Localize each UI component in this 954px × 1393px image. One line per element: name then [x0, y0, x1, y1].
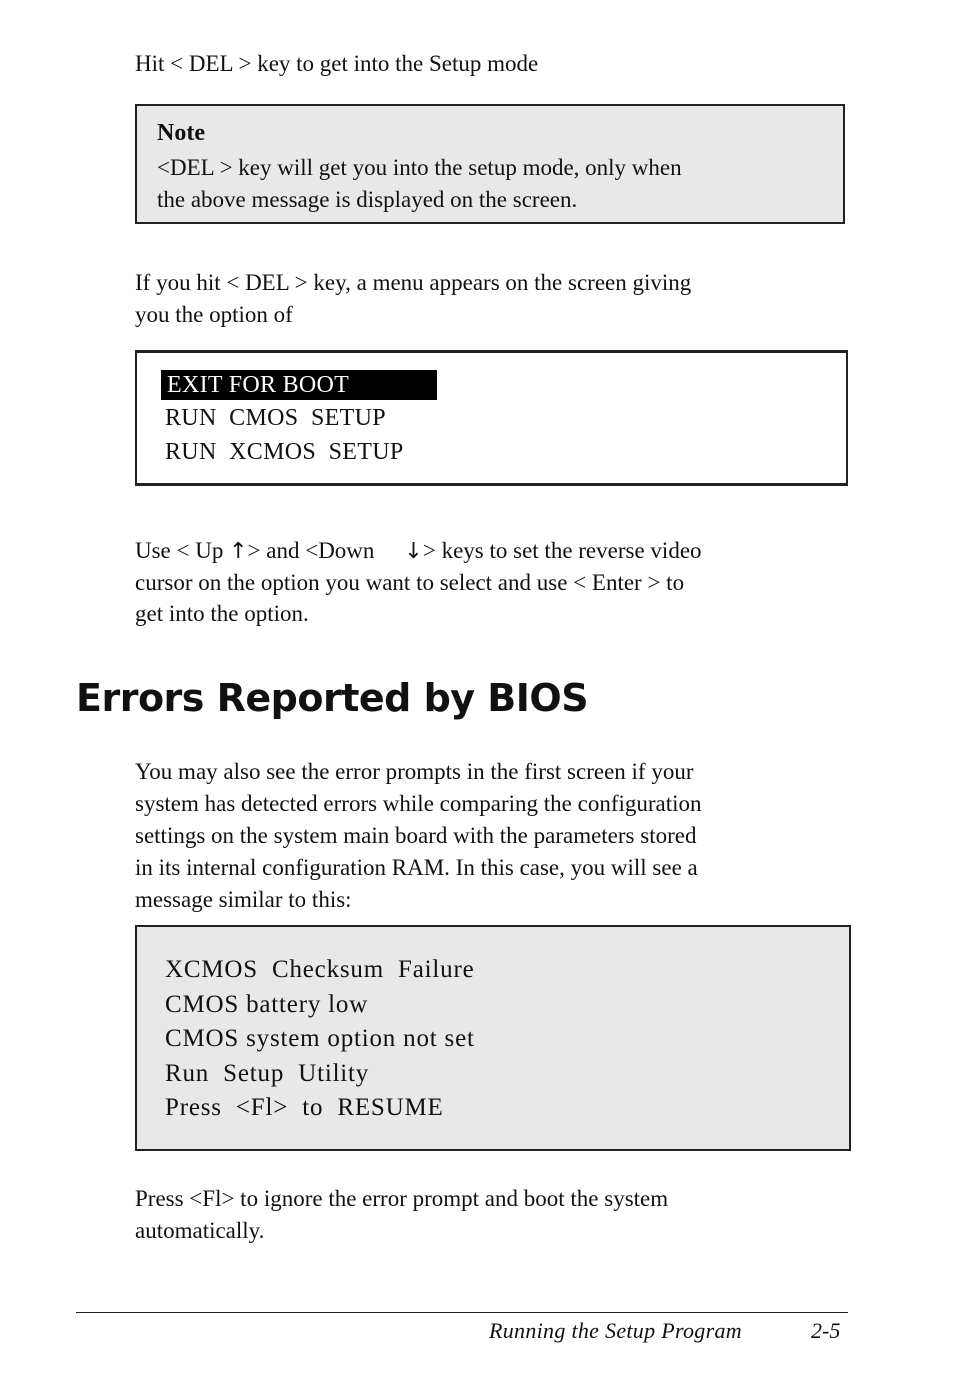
- error-line: Press <Fl> to RESUME: [165, 1094, 444, 1121]
- error-line: Run Setup Utility: [165, 1060, 370, 1087]
- note-line: <DEL > key will get you into the setup mode, only when: [157, 155, 682, 180]
- footer-rule: [76, 1312, 848, 1313]
- page-number: 2-5: [811, 1318, 841, 1343]
- menu-intro-text: [135, 267, 819, 331]
- setup-menu: [135, 350, 848, 486]
- footer-section-title: Running the Setup Program: [489, 1318, 742, 1343]
- error-line: CMOS battery low: [165, 991, 369, 1018]
- paragraph-line: settings on the system main board with the parameters stored: [135, 823, 697, 848]
- error-line: CMOS system option not set: [165, 1025, 475, 1052]
- note-text: [157, 152, 817, 216]
- paragraph-line: Press <Fl> to ignore the error prompt and boot the system: [135, 1186, 669, 1211]
- error-message-box: [135, 925, 851, 1151]
- section-heading: Errors Reported by BIOS: [76, 676, 589, 720]
- paragraph-line: get into the option.: [135, 601, 309, 626]
- nav-line-1: [135, 535, 819, 567]
- up-arrow-icon: ↑: [229, 539, 248, 564]
- errors-intro-text: [135, 756, 819, 916]
- error-line: XCMOS Checksum Failure: [165, 956, 475, 983]
- nav-text-part: > keys to set the reverse video: [422, 538, 702, 563]
- menu-item-run-cmos-setup[interactable]: RUN CMOS SETUP: [165, 405, 386, 431]
- note-title: Note: [157, 120, 205, 146]
- menu-item-run-xcmos-setup[interactable]: RUN XCMOS SETUP: [165, 439, 404, 465]
- paragraph-line: in its internal configuration RAM. In this case, you will see a: [135, 855, 698, 880]
- menu-item-exit-for-boot[interactable]: EXIT FOR BOOT: [161, 370, 437, 400]
- paragraph-line: If you hit < DEL > key, a menu appears on the screen giving: [135, 270, 692, 295]
- down-arrow-icon: ↓: [404, 539, 423, 564]
- note-box: [135, 104, 845, 224]
- paragraph-line: automatically.: [135, 1218, 265, 1243]
- nav-text-part: > and <Down: [247, 538, 375, 563]
- paragraph-line: message similar to this:: [135, 887, 352, 912]
- nav-instructions: [135, 535, 819, 629]
- paragraph-line: system has detected errors while comparing the configuration: [135, 791, 702, 816]
- closing-text: [135, 1183, 819, 1247]
- note-line: the above message is displayed on the screen.: [157, 187, 578, 212]
- paragraph-line: cursor on the option you want to select and use < Enter > to: [135, 570, 685, 595]
- intro-text: Hit < DEL > key to get into the Setup mode: [135, 51, 539, 76]
- paragraph-line: You may also see the error prompts in the first screen if your: [135, 759, 694, 784]
- paragraph-line: you the option of: [135, 302, 293, 327]
- nav-text-part: Use < Up: [135, 538, 230, 563]
